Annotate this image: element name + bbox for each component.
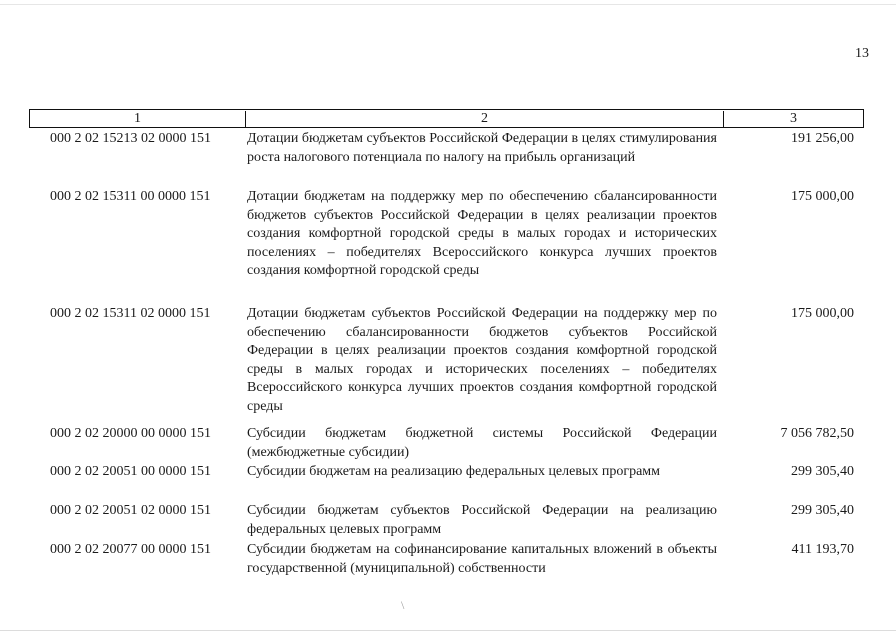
budget-code: 000 2 02 15213 02 0000 151 — [50, 131, 211, 146]
row-description: Дотации бюджетам субъектов Российской Федерации на поддержку мер по обеспечению сбалансированности бюджетов субъектов Российской Федерации в целях реализации проектов создания комфортной городской среды в малых городах и исторических поселениях – победителях Всероссийского конкурса лучших проектов создания комфортной городской среды — [247, 306, 717, 414]
row-amount: 175 000,00 — [791, 189, 854, 204]
header-col-2: 2 — [246, 111, 724, 127]
scan-speck: \ — [401, 598, 405, 612]
row-description: Субсидии бюджетам бюджетной системы Российской Федерации (межбюджетные субсидии) — [247, 426, 717, 460]
table-header — [29, 109, 864, 128]
budget-code: 000 2 02 20051 00 0000 151 — [50, 464, 211, 479]
row-amount: 175 000,00 — [791, 306, 854, 321]
row-description: Дотации бюджетам на поддержку мер по обеспечению сбалансированности бюджетов субъектов Российской Федерации в целях реализации проектов создания комфортной городской среды в малых городах и исторических поселениях – победителях Всероссийского конкурса лучших проектов создания комфортной городской среды — [247, 189, 717, 278]
header-col-3: 3 — [790, 110, 797, 126]
budget-code: 000 2 02 20051 02 0000 151 — [50, 503, 211, 518]
row-description: Субсидии бюджетам на реализацию федеральных целевых программ — [247, 464, 661, 479]
row-amount: 7 056 782,50 — [780, 426, 854, 441]
row-amount: 299 305,40 — [791, 464, 854, 479]
header-col-1: 1 — [30, 111, 246, 127]
row-amount: 191 256,00 — [791, 131, 854, 146]
page-number: 13 — [855, 46, 869, 61]
budget-code: 000 2 02 15311 00 0000 151 — [50, 189, 211, 204]
row-amount: 299 305,40 — [791, 503, 854, 518]
scan-edge-top — [0, 4, 896, 5]
budget-code: 000 2 02 20000 00 0000 151 — [50, 426, 211, 441]
row-description: Субсидии бюджетам субъектов Российской Федерации на реализацию федеральных целевых программ — [247, 503, 717, 537]
budget-code: 000 2 02 20077 00 0000 151 — [50, 542, 211, 557]
row-description: Субсидии бюджетам на софинансирование капитальных вложений в объекты государственной (муниципальной) собственности — [247, 542, 717, 576]
row-description: Дотации бюджетам субъектов Российской Федерации в целях стимулирования роста налогового потенциала по налогу на прибыль организаций — [247, 131, 717, 165]
budget-code: 000 2 02 15311 02 0000 151 — [50, 306, 211, 321]
row-amount: 411 193,70 — [791, 542, 854, 557]
scan-edge-bottom — [0, 630, 896, 631]
